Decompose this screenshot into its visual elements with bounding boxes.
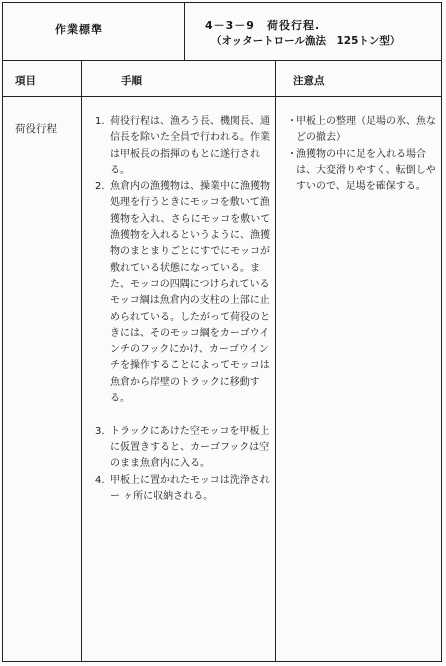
column-header-notes: 注意点 bbox=[293, 75, 325, 87]
process-code: 4－3－9 荷役行程. bbox=[205, 19, 321, 32]
caution-note bbox=[287, 114, 439, 147]
procedure-steps bbox=[95, 114, 273, 505]
caution-notes bbox=[287, 114, 439, 195]
step-text: トラックにあけた空モッコを甲板上に仮置きすると、カーゴフックは空のまま魚倉内に入る。 bbox=[110, 425, 270, 470]
procedure-step bbox=[95, 473, 273, 506]
column-header-item: 項目 bbox=[15, 75, 36, 87]
note-text: 甲板上の整理（足場の氷、魚などの撤去） bbox=[296, 116, 436, 144]
step-number: 4. bbox=[95, 474, 105, 486]
note-bullet: ・ bbox=[287, 148, 297, 160]
work-standard-form bbox=[2, 2, 442, 662]
step-text: 荷役行程は、漁ろう長、機関長、通信長を除いた全員で行われる。作業は甲板長の指揮のもとに遂行される。 bbox=[110, 116, 270, 176]
step-number: 2. bbox=[95, 181, 105, 193]
header-process-cell bbox=[185, 3, 441, 60]
header-title-cell bbox=[3, 3, 185, 60]
step-number: 1. bbox=[95, 116, 105, 127]
step-text: 魚倉内の漁獲物は、操業中に漁獲物処理を行うときにモッコを敷いて漁獲物を入れ、さらにモッコを敷いて漁獲物を入れるというように、漁獲物のまとまりごとにすでにモッコが敷れている状態になっている。また、モッコの四隅につけられているモッコ綱は魚倉内の支柱の上部に止められている。したがって荷役のときには、そのモッコ綱をカーゴウインチのフックにかけ、カーゴウインチを操作することによってモッコは魚倉から岸壁のトラックに移動する。 bbox=[110, 181, 271, 405]
form-header bbox=[3, 3, 441, 61]
procedure-step bbox=[95, 179, 273, 407]
step-number: 3. bbox=[95, 425, 105, 437]
column-header-row bbox=[3, 61, 441, 97]
note-bullet: ・ bbox=[287, 116, 297, 127]
row-item-label: 荷役行程 bbox=[15, 123, 57, 135]
process-subtitle: （オッタートロール漁法 125トン型） bbox=[211, 35, 401, 47]
caution-note bbox=[287, 147, 439, 196]
step-text: 甲板上に置かれたモッコは洗浄されー ヶ所に収納される。 bbox=[110, 474, 270, 502]
column-divider-1 bbox=[81, 61, 82, 661]
column-header-procedure: 手順 bbox=[121, 75, 142, 87]
header-title: 作業標準 bbox=[55, 23, 103, 36]
procedure-step bbox=[95, 114, 273, 179]
column-divider-2 bbox=[275, 61, 276, 661]
procedure-step bbox=[95, 424, 273, 473]
note-text: 漁獲物の中に足を入れる場合は、大変滑りやすく、転倒しやすいので、足場を確保する。 bbox=[296, 148, 436, 193]
